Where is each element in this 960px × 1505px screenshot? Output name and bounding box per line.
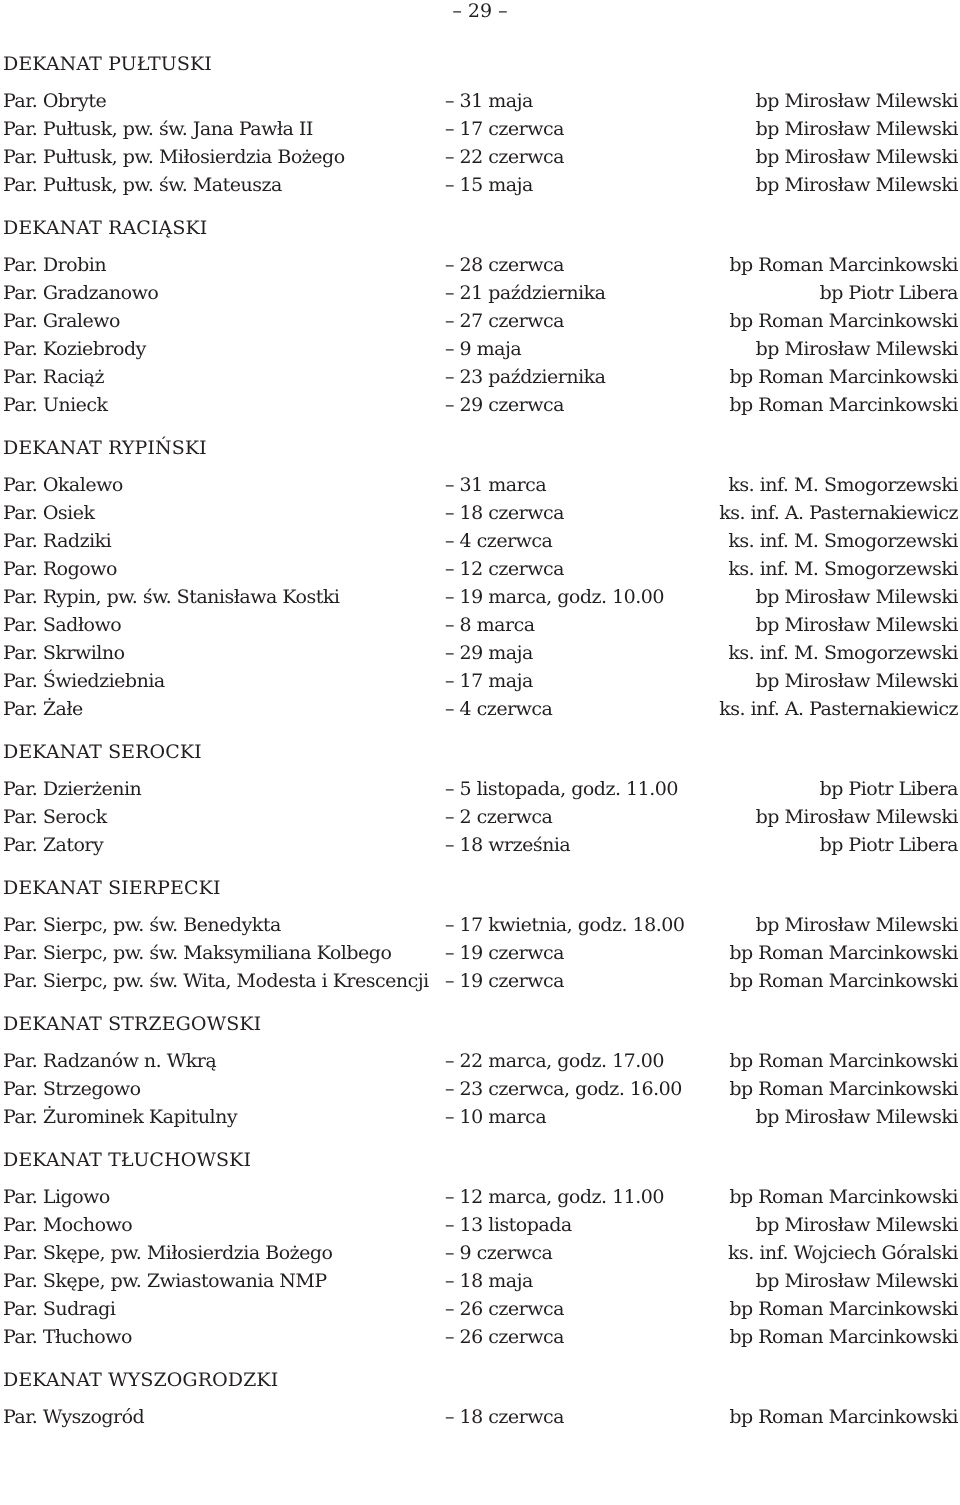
parish-name: Par. Radziki bbox=[3, 530, 112, 552]
visit-date: – 22 czerwca bbox=[445, 146, 564, 168]
parish-name: Par. Wyszogród bbox=[3, 1406, 145, 1428]
parish-name: Par. Obryte bbox=[3, 90, 107, 112]
parish-name: Par. Sudragi bbox=[3, 1298, 116, 1320]
parish-row bbox=[3, 939, 958, 967]
deanery-title: DEKANAT RACIĄSKI bbox=[3, 217, 208, 239]
officiant-name: bp Roman Marcinkowski bbox=[729, 1078, 958, 1100]
officiant-name: bp Roman Marcinkowski bbox=[729, 970, 958, 992]
officiant-name: bp Piotr Libera bbox=[819, 834, 958, 856]
parish-name: Par. Radzanów n. Wkrą bbox=[3, 1050, 217, 1072]
officiant-name: bp Roman Marcinkowski bbox=[729, 942, 958, 964]
parish-name: Par. Rogowo bbox=[3, 558, 117, 580]
parish-name: Par. Dzierżenin bbox=[3, 778, 142, 800]
parish-name: Par. Tłuchowo bbox=[3, 1326, 132, 1348]
parish-row bbox=[3, 1323, 958, 1351]
visit-date: – 4 czerwca bbox=[445, 698, 553, 720]
parish-name: Par. Strzegowo bbox=[3, 1078, 141, 1100]
parish-row bbox=[3, 335, 958, 363]
parish-name: Par. Świedziebnia bbox=[3, 670, 165, 692]
visit-date: – 19 czerwca bbox=[445, 970, 564, 992]
parish-name: Par. Sadłowo bbox=[3, 614, 122, 636]
visit-date: – 26 czerwca bbox=[445, 1326, 564, 1348]
parish-row bbox=[3, 1239, 958, 1267]
officiant-name: bp Roman Marcinkowski bbox=[729, 1050, 958, 1072]
officiant-name: bp Mirosław Milewski bbox=[755, 146, 958, 168]
parish-row bbox=[3, 471, 958, 499]
page-number: – 29 – bbox=[452, 0, 508, 22]
deanery-title: DEKANAT TŁUCHOWSKI bbox=[3, 1149, 252, 1171]
parish-row bbox=[3, 1047, 958, 1075]
officiant-name: bp Mirosław Milewski bbox=[755, 1214, 958, 1236]
deanery-section bbox=[3, 1013, 958, 1131]
officiant-name: bp Mirosław Milewski bbox=[755, 806, 958, 828]
visit-date: – 26 czerwca bbox=[445, 1298, 564, 1320]
parish-name: Par. Gralewo bbox=[3, 310, 120, 332]
parish-row bbox=[3, 583, 958, 611]
parish-name: Par. Żurominek Kapitulny bbox=[3, 1106, 238, 1128]
parish-row bbox=[3, 1211, 958, 1239]
officiant-name: bp Roman Marcinkowski bbox=[729, 394, 958, 416]
parish-row bbox=[3, 1075, 958, 1103]
parish-name: Par. Mochowo bbox=[3, 1214, 133, 1236]
parish-name: Par. Koziebrody bbox=[3, 338, 146, 360]
visit-date: – 4 czerwca bbox=[445, 530, 553, 552]
officiant-name: bp Mirosław Milewski bbox=[755, 586, 958, 608]
visit-date: – 31 marca bbox=[445, 474, 547, 496]
visit-date: – 18 czerwca bbox=[445, 502, 564, 524]
deanery-title: DEKANAT RYPIŃSKI bbox=[3, 437, 207, 459]
officiant-name: bp Mirosław Milewski bbox=[755, 90, 958, 112]
parish-row bbox=[3, 251, 958, 279]
visit-date: – 27 czerwca bbox=[445, 310, 564, 332]
parish-name: Par. Unieck bbox=[3, 394, 108, 416]
parish-name: Par. Skępe, pw. Zwiastowania NMP bbox=[3, 1270, 327, 1292]
officiant-name: bp Roman Marcinkowski bbox=[729, 254, 958, 276]
visit-date: – 17 kwietnia, godz. 18.00 bbox=[445, 914, 685, 936]
parish-row bbox=[3, 87, 958, 115]
parish-row bbox=[3, 1103, 958, 1131]
officiant-name: ks. inf. A. Pasternakiewicz bbox=[719, 502, 958, 524]
parish-name: Par. Osiek bbox=[3, 502, 95, 524]
parish-name: Par. Sierpc, pw. św. Benedykta bbox=[3, 914, 281, 936]
parish-name: Par. Skępe, pw. Miłosierdzia Bożego bbox=[3, 1242, 333, 1264]
parish-row bbox=[3, 391, 958, 419]
officiant-name: bp Roman Marcinkowski bbox=[729, 310, 958, 332]
parish-row bbox=[3, 831, 958, 859]
parish-name: Par. Rypin, pw. św. Stanisława Kostki bbox=[3, 586, 340, 608]
deanery-section bbox=[3, 217, 958, 419]
parish-name: Par. Zatory bbox=[3, 834, 104, 856]
officiant-name: bp Piotr Libera bbox=[819, 282, 958, 304]
officiant-name: bp Mirosław Milewski bbox=[755, 174, 958, 196]
parish-name: Par. Skrwilno bbox=[3, 642, 125, 664]
officiant-name: bp Piotr Libera bbox=[819, 778, 958, 800]
parish-row bbox=[3, 115, 958, 143]
parish-name: Par. Drobin bbox=[3, 254, 107, 276]
parish-row bbox=[3, 279, 958, 307]
visit-date: – 2 czerwca bbox=[445, 806, 553, 828]
parish-name: Par. Sierpc, pw. św. Maksymiliana Kolbego bbox=[3, 942, 392, 964]
parish-name: Par. Serock bbox=[3, 806, 107, 828]
parish-row bbox=[3, 1295, 958, 1323]
deanery-list bbox=[3, 53, 958, 1449]
deanery-section bbox=[3, 53, 958, 199]
visit-date: – 17 maja bbox=[445, 670, 533, 692]
visit-date: – 10 marca bbox=[445, 1106, 547, 1128]
officiant-name: bp Mirosław Milewski bbox=[755, 118, 958, 140]
deanery-title: DEKANAT WYSZOGRODZKI bbox=[3, 1369, 279, 1391]
officiant-name: ks. inf. M. Smogorzewski bbox=[728, 530, 958, 552]
officiant-name: bp Mirosław Milewski bbox=[755, 1106, 958, 1128]
parish-row bbox=[3, 1183, 958, 1211]
parish-name: Par. Gradzanowo bbox=[3, 282, 159, 304]
visit-date: – 22 marca, godz. 17.00 bbox=[445, 1050, 664, 1072]
deanery-title: DEKANAT SEROCKI bbox=[3, 741, 202, 763]
parish-name: Par. Raciąż bbox=[3, 366, 104, 388]
visit-date: – 19 marca, godz. 10.00 bbox=[445, 586, 664, 608]
visit-date: – 19 czerwca bbox=[445, 942, 564, 964]
parish-row bbox=[3, 967, 958, 995]
visit-date: – 12 czerwca bbox=[445, 558, 564, 580]
visit-date: – 13 listopada bbox=[445, 1214, 572, 1236]
visit-date: – 17 czerwca bbox=[445, 118, 564, 140]
visit-date: – 23 października bbox=[445, 366, 606, 388]
visit-date: – 9 maja bbox=[445, 338, 522, 360]
deanery-section bbox=[3, 741, 958, 859]
officiant-name: bp Roman Marcinkowski bbox=[729, 1186, 958, 1208]
deanery-title: DEKANAT SIERPECKI bbox=[3, 877, 221, 899]
visit-date: – 8 marca bbox=[445, 614, 535, 636]
officiant-name: bp Roman Marcinkowski bbox=[729, 1406, 958, 1428]
visit-date: – 18 września bbox=[445, 834, 571, 856]
officiant-name: ks. inf. A. Pasternakiewicz bbox=[719, 698, 958, 720]
visit-date: – 31 maja bbox=[445, 90, 533, 112]
visit-date: – 21 października bbox=[445, 282, 606, 304]
visit-date: – 5 listopada, godz. 11.00 bbox=[445, 778, 678, 800]
parish-row bbox=[3, 775, 958, 803]
visit-date: – 29 maja bbox=[445, 642, 533, 664]
deanery-section bbox=[3, 877, 958, 995]
visit-date: – 29 czerwca bbox=[445, 394, 564, 416]
parish-row bbox=[3, 499, 958, 527]
deanery-section bbox=[3, 1369, 958, 1431]
parish-row bbox=[3, 667, 958, 695]
officiant-name: bp Mirosław Milewski bbox=[755, 914, 958, 936]
officiant-name: ks. inf. Wojciech Góralski bbox=[728, 1242, 958, 1264]
officiant-name: ks. inf. M. Smogorzewski bbox=[728, 474, 958, 496]
visit-date: – 28 czerwca bbox=[445, 254, 564, 276]
visit-date: – 9 czerwca bbox=[445, 1242, 553, 1264]
officiant-name: bp Mirosław Milewski bbox=[755, 614, 958, 636]
parish-name: Par. Sierpc, pw. św. Wita, Modesta i Krescencji bbox=[3, 970, 429, 992]
parish-name: Par. Ligowo bbox=[3, 1186, 110, 1208]
visit-date: – 18 czerwca bbox=[445, 1406, 564, 1428]
parish-row bbox=[3, 695, 958, 723]
parish-row bbox=[3, 639, 958, 667]
visit-date: – 15 maja bbox=[445, 174, 533, 196]
visit-date: – 12 marca, godz. 11.00 bbox=[445, 1186, 664, 1208]
officiant-name: bp Mirosław Milewski bbox=[755, 1270, 958, 1292]
deanery-section bbox=[3, 437, 958, 723]
officiant-name: bp Roman Marcinkowski bbox=[729, 1298, 958, 1320]
parish-name: Par. Pułtusk, pw. św. Mateusza bbox=[3, 174, 282, 196]
deanery-section bbox=[3, 1149, 958, 1351]
officiant-name: bp Mirosław Milewski bbox=[755, 670, 958, 692]
parish-name: Par. Żałe bbox=[3, 698, 83, 720]
officiant-name: bp Roman Marcinkowski bbox=[729, 1326, 958, 1348]
parish-row bbox=[3, 1403, 958, 1431]
visit-date: – 23 czerwca, godz. 16.00 bbox=[445, 1078, 682, 1100]
parish-row bbox=[3, 555, 958, 583]
deanery-title: DEKANAT STRZEGOWSKI bbox=[3, 1013, 262, 1035]
parish-row bbox=[3, 803, 958, 831]
parish-row bbox=[3, 911, 958, 939]
parish-name: Par. Okalewo bbox=[3, 474, 123, 496]
visit-date: – 18 maja bbox=[445, 1270, 533, 1292]
parish-row bbox=[3, 527, 958, 555]
officiant-name: bp Roman Marcinkowski bbox=[729, 366, 958, 388]
parish-row bbox=[3, 307, 958, 335]
officiant-name: ks. inf. M. Smogorzewski bbox=[728, 642, 958, 664]
officiant-name: ks. inf. M. Smogorzewski bbox=[728, 558, 958, 580]
parish-row bbox=[3, 143, 958, 171]
parish-row bbox=[3, 171, 958, 199]
parish-row bbox=[3, 1267, 958, 1295]
parish-name: Par. Pułtusk, pw. Miłosierdzia Bożego bbox=[3, 146, 345, 168]
parish-row bbox=[3, 611, 958, 639]
parish-name: Par. Pułtusk, pw. św. Jana Pawła II bbox=[3, 118, 313, 140]
deanery-title: DEKANAT PUŁTUSKI bbox=[3, 53, 212, 75]
officiant-name: bp Mirosław Milewski bbox=[755, 338, 958, 360]
parish-row bbox=[3, 363, 958, 391]
